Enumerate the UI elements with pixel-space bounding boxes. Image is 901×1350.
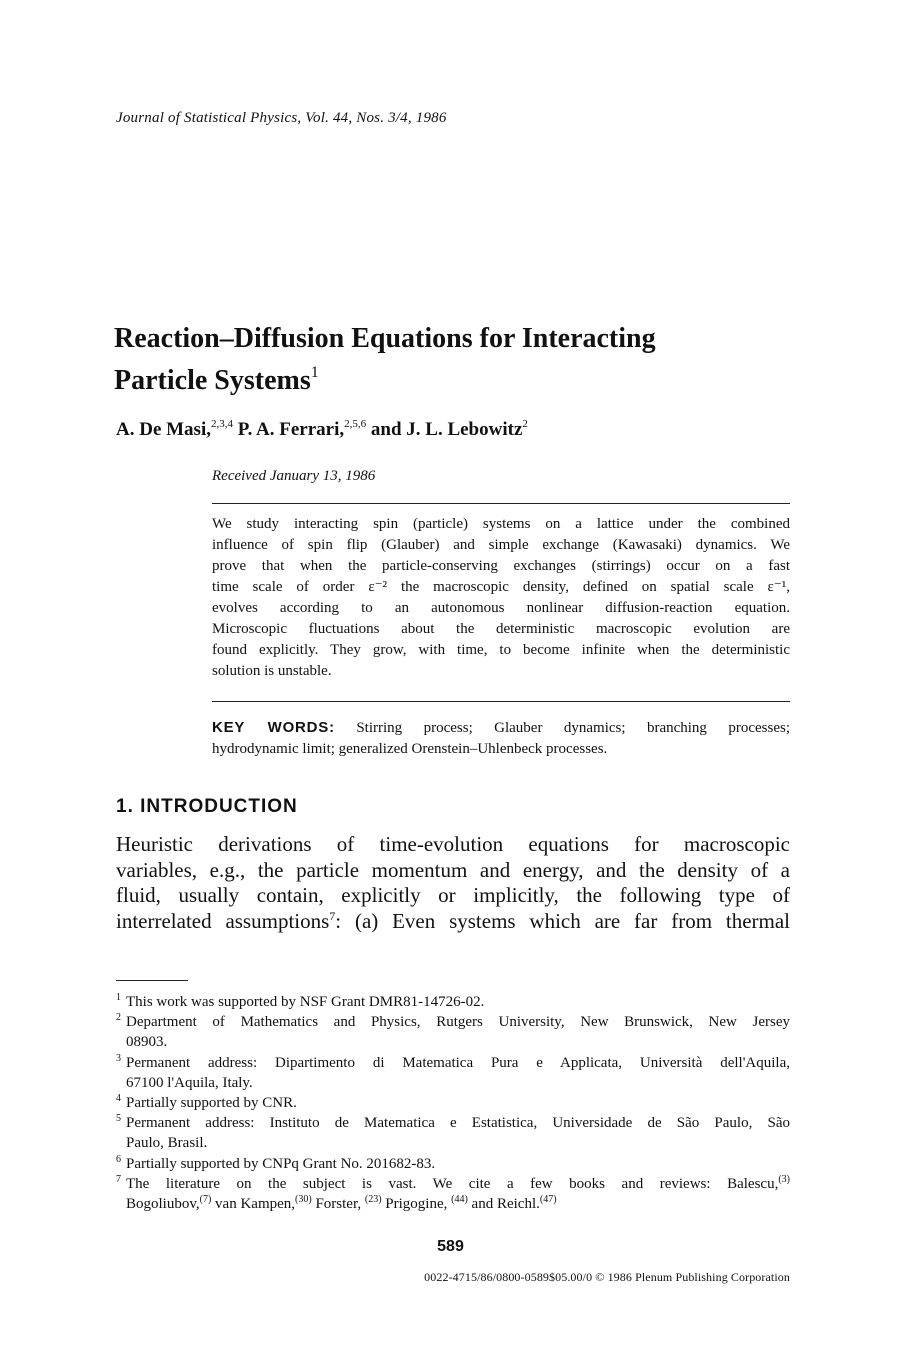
abstract-line: evolves according to an autonomous nonlinear diffusion-reaction equation. [212, 600, 790, 616]
author-2: P. A. Ferrari, [232, 419, 345, 440]
keywords [212, 717, 790, 760]
intro-line-4-end: : (a) Even systems which are far from thermal [335, 908, 790, 933]
author-1: A. De Masi, [116, 419, 211, 440]
cited-author: Forster, [311, 1196, 365, 1213]
footnote-5 [116, 1113, 790, 1153]
footnote-separator [116, 980, 188, 981]
author-3-affiliations: 2 [522, 418, 528, 430]
author-list [116, 418, 528, 441]
abstract-line: prove that when the particle-conserving exchanges (stirrings) occur on a fast [212, 558, 790, 574]
intro-line-1: Heuristic derivations of time-evolution equations for macroscopic [116, 832, 790, 856]
title-footnote-marker: 1 [310, 364, 319, 381]
abstract-line: found explicitly. They grow, with time, to become infinite when the deterministic [212, 642, 790, 658]
title-line-2 [114, 356, 794, 398]
footnote-3 [116, 1053, 790, 1093]
citation-ref: (47) [539, 1194, 557, 1206]
citation-ref: (7) [199, 1194, 212, 1206]
intro-footnote-ref: 7 [329, 908, 336, 923]
footnote-7 [116, 1174, 790, 1214]
intro-line-4 [116, 909, 790, 935]
footnote-number: 1 [116, 992, 121, 1003]
footnote-line: Partially supported by CNR. [126, 1095, 297, 1112]
citation-ref: (30) [295, 1194, 312, 1206]
abstract-line: We study interacting spin (particle) systems on a lattice under the combined [212, 516, 790, 532]
footnote-number: 5 [116, 1113, 121, 1125]
cited-author: and Reichl. [467, 1196, 540, 1213]
intro-line-3: fluid, usually contain, explicitly or implicitly, the following type of [116, 883, 790, 907]
abstract [212, 514, 790, 682]
footnote-line [126, 1174, 790, 1194]
intro-line-4-start: interrelated assumptions [116, 908, 330, 933]
footnote-number: 6 [116, 1153, 121, 1165]
section-heading: 1. INTRODUCTION [116, 796, 298, 817]
footnote-line [126, 1194, 790, 1214]
page-number [0, 1238, 901, 1256]
article-title [114, 322, 794, 398]
cited-author: Prigogine, [381, 1196, 452, 1213]
abstract-line: influence of spin flip (Glauber) and simple exchange (Kawasaki) dynamics. We [212, 537, 790, 553]
author-2-affiliations: 2,5,6 [344, 418, 367, 430]
author-3: and J. L. Lebowitz [366, 419, 523, 440]
footnote-number: 7 [116, 1173, 121, 1185]
intro-paragraph [116, 832, 790, 934]
keywords-line-2: hydrodynamic limit; generalized Orenstein–Uhlenbeck processes. [212, 741, 608, 757]
abstract-line: solution is unstable. [212, 663, 332, 679]
cited-author: Bogoliubov, [126, 1196, 200, 1213]
footnote-line: Permanent address: Dipartimento di Matematica Pura e Applicata, Università dell'Aquila, [126, 1054, 790, 1071]
footnote-line: Partially supported by CNPq Grant No. 201682-83. [126, 1155, 436, 1172]
keywords-line-1 [212, 717, 790, 739]
footnotes [116, 992, 790, 1214]
footnote-2 [116, 1012, 790, 1052]
footnote-7-text: The literature on the subject is vast. We cite a few books and reviews: Balescu, [126, 1175, 779, 1192]
cited-author: van Kampen, [211, 1196, 296, 1213]
footnote-line: 08903. [126, 1034, 168, 1051]
title-line-2-text: Particle Systems [114, 365, 311, 396]
abstract-bottom-rule [212, 701, 790, 702]
footnote-line: Paulo, Brasil. [126, 1135, 208, 1152]
journal-citation: Journal of Statistical Physics, Vol. 44, Nos. 3/4, 1986 [116, 110, 447, 126]
footnote-6 [116, 1154, 790, 1174]
footnote-number: 4 [116, 1093, 121, 1105]
footnote-number: 2 [116, 1012, 121, 1024]
footnote-line: Department of Mathematics and Physics, Rutgers University, New Brunswick, New Jersey [126, 1014, 790, 1031]
abstract-top-rule [212, 503, 790, 504]
citation-ref: (3) [778, 1173, 790, 1185]
author-1-affiliations: 2,3,4 [210, 418, 233, 430]
footnote-4 [116, 1093, 790, 1113]
footnote-number: 3 [116, 1052, 121, 1064]
footnote-1 [116, 992, 790, 1012]
citation-ref: (23) [364, 1194, 382, 1206]
keywords-label: KEY WORDS: [212, 719, 335, 736]
keywords-text-1: Stirring process; Glauber dynamics; branching processes; [356, 720, 790, 736]
abstract-line: Microscopic fluctuations about the deterministic macroscopic evolution are [212, 621, 790, 637]
received-date: Received January 13, 1986 [212, 468, 376, 484]
publisher-imprint: 0022-4715/86/0800-0589$05.00/0 © 1986 Plenum Publishing Corporation [424, 1270, 790, 1284]
footnote-line: 67100 l'Aquila, Italy. [126, 1074, 253, 1091]
title-line-1: Reaction–Diffusion Equations for Interacting [114, 323, 656, 354]
footnote-line: Permanent address: Instituto de Matematica e Estatistica, Universidade de São Paulo, São [126, 1115, 790, 1132]
footnote-line: This work was supported by NSF Grant DMR81-14726-02. [126, 994, 485, 1010]
intro-line-2: variables, e.g., the particle momentum and energy, and the density of a [116, 857, 790, 882]
page-number-text: 589 [437, 1238, 464, 1255]
citation-ref: (44) [451, 1194, 468, 1206]
abstract-line: time scale of order ε⁻² the macroscopic density, defined on spatial scale ε⁻¹, [212, 579, 790, 595]
